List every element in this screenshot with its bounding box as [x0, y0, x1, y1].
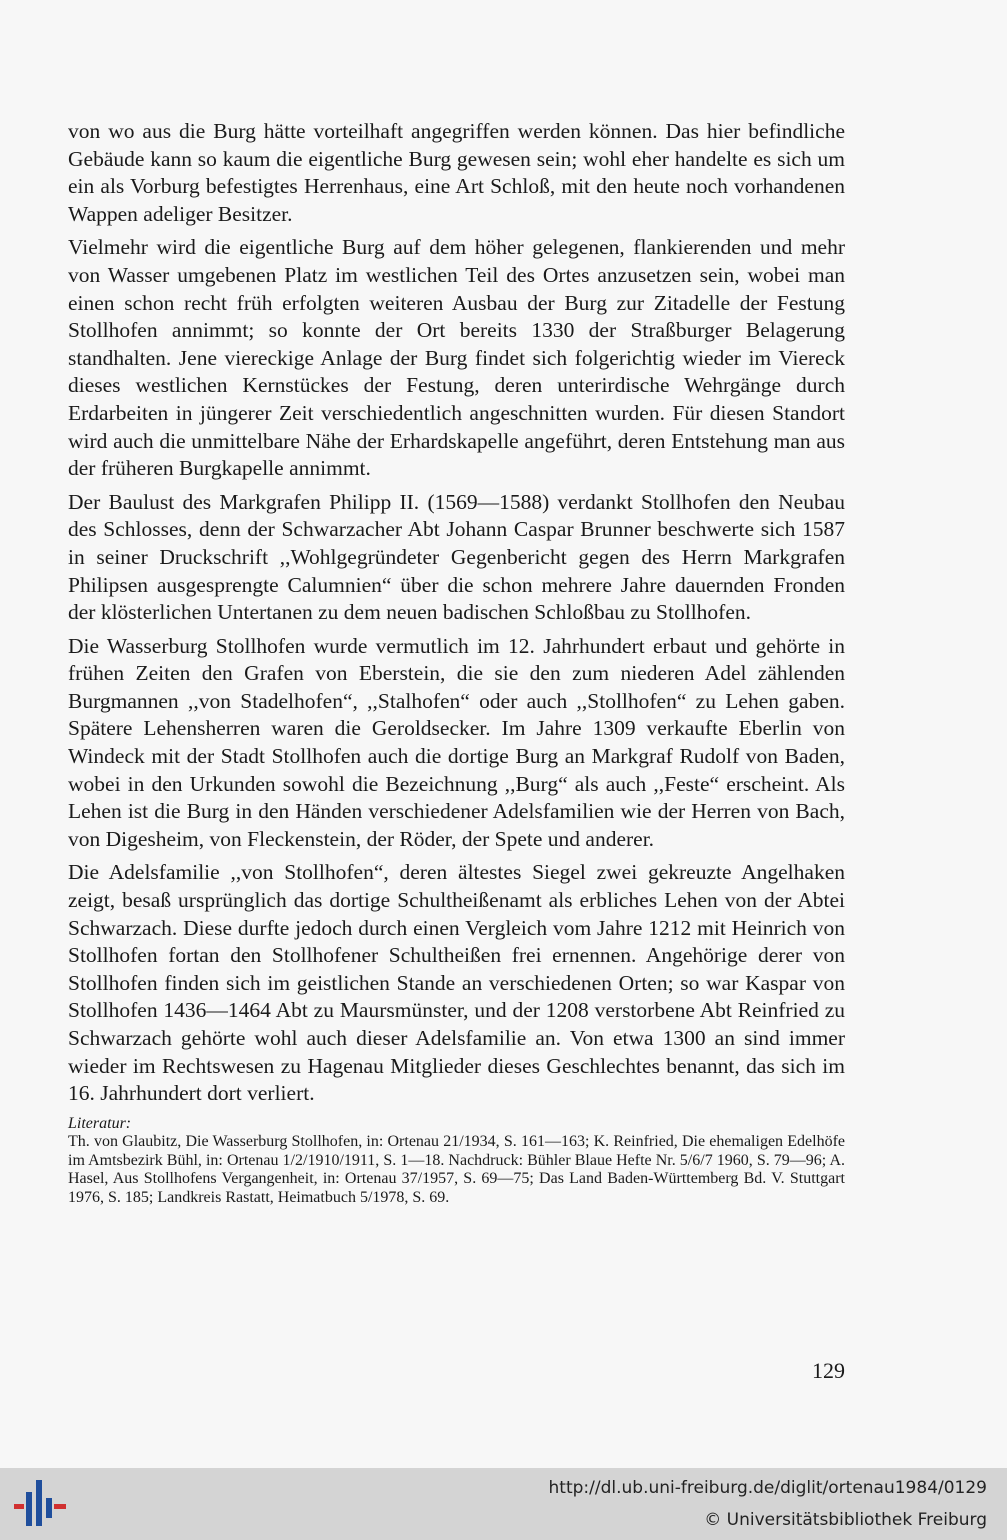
literature-text: Th. von Glaubitz, Die Wasserburg Stollhofen, in: Ortenau 21/1934, S. 161—163; K. Reinfried, Die ehemaligen Edelhöfe im Amtsbezirk Bühl, in: Ortenau 1/2/1910/1911, S. 1—18. Nachdruck: Bühler Blaue Hefte Nr. 5/6/7 1960, S. 79—96; A. Hasel, Aus Stollhofens Vergangenheit, in: Ortenau 37/1957, S. 69—75; Das Land Baden-Württemberg Bd. V. Stuttgart 1976, S. 185; Landkreis Rastatt, Heimatbuch 5/1978, S. 69. [68, 1132, 845, 1207]
body-text [68, 118, 845, 1208]
paragraph-3: Der Baulust des Markgrafen Philipp II. (1569—1588) verdankt Stollhofen den Neubau des Schlosses, denn der Schwarzacher Abt Johann Caspar Brunner beschwerte sich 1587 in seiner Druckschrift ,,Wohlgegründeter Gegenbericht gegen des Herrn Markgrafen Philipsen ausgesprengte Calumnien“ über die schon mehrere Jahre dauernden Fronden der klösterlichen Untertanen zu dem neuen badischen Schloßbau zu Stollhofen. [68, 489, 845, 625]
paragraph-1: von wo aus die Burg hätte vorteilhaft angegriffen werden können. Das hier befindliche Gebäude kann so kaum die eigentliche Burg gewesen sein; wohl eher handelte es sich um ein als Vorburg befestigtes Herrenhaus, eine Art Schloß, mit den heute noch vorhandenen Wappen adeliger Besitzer. [68, 119, 845, 226]
page-number: 129 [812, 1358, 845, 1383]
permalink-url[interactable]: http://dl.ub.uni-freiburg.de/diglit/ortenau1984/0129 [548, 1478, 987, 1498]
paragraph-5: Die Adelsfamilie ,,von Stollhofen“, deren ältestes Siegel zwei gekreuzte Angelhaken zeigt, besaß ursprünglich das dortige Schultheißenamt als erbliches Lehen von der Abtei Schwarzach. Diese durfte jedoch durch einen Vergleich vom Jahre 1212 mit Heinrich von Stollhofen fortan den Stollhofener Schultheißen frei ernennen. Angehörige derer von Stollhofen finden sich im geistlichen Stande an verschiedenen Orten; so war Kaspar von Stollhofen 1436—1464 Abt zu Maursmünster, und der 1208 verstorbene Abt Reinfried zu Schwarzach gehörte wohl auch dieser Adelsfamilie an. Von etwa 1300 an sind immer wieder im Rechtswesen zu Hagenau Mitglieder dieses Geschlechtes benannt, das sich im 16. Jahrhundert dort verliert. [68, 860, 845, 1106]
paragraph-2: Vielmehr wird die eigentliche Burg auf dem höher gelegenen, flankierenden und mehr von Wasser umgebenen Platz im westlichen Teil des Ortes anzusetzen sein, wobei man einen schon recht früh erfolgten weiteren Ausbau der Burg zur Zitadelle der Festung Stollhofen annimmt; so konnte der Ort bereits 1330 der Straßburger Belagerung standhalten. Jene viereckige Anlage der Burg findet sich folgerichtig wieder im Viereck dieses westlichen Kernstückes der Festung, deren unterirdische Wehrgänge durch Erdarbeiten in jüngerer Zeit verschiedentlich angeschnitten wurden. Für diesen Standort wird auch die unmittelbare Nähe der Erhardskapelle angeführt, deren Entstehung man aus der früheren Burgkapelle annimmt. [68, 235, 845, 481]
paragraph-4: Die Wasserburg Stollhofen wurde vermutlich im 12. Jahrhundert erbaut und gehörte in frühen Zeiten den Grafen von Eberstein, die sie den zum niederen Adel zählenden Burgmannen ,,von Stadelhofen“, ,,Stalhofen“ oder auch ,,Stollhofen“ zu Lehen gaben. Spätere Lehensherren waren die Geroldsecker. Im Jahre 1309 verkaufte Eberlin von Windeck mit der Stadt Stollhofen auch die dortige Burg an Markgraf Rudolf von Baden, wobei in den Urkunden sowohl die Bezeichnung ,,Burg“ als auch ,,Feste“ erscheint. Als Lehen ist die Burg in den Händen verschiedener Adelsfamilien wie der Herren von Bach, von Digesheim, von Fleckenstein, der Röder, der Spete und anderer. [68, 633, 845, 851]
literature-heading: Literatur: [68, 1114, 132, 1132]
viewer-footer [0, 1468, 1007, 1540]
copyright-notice: © Universitätsbibliothek Freiburg [704, 1510, 987, 1530]
ub-freiburg-logo-icon [10, 1476, 70, 1534]
